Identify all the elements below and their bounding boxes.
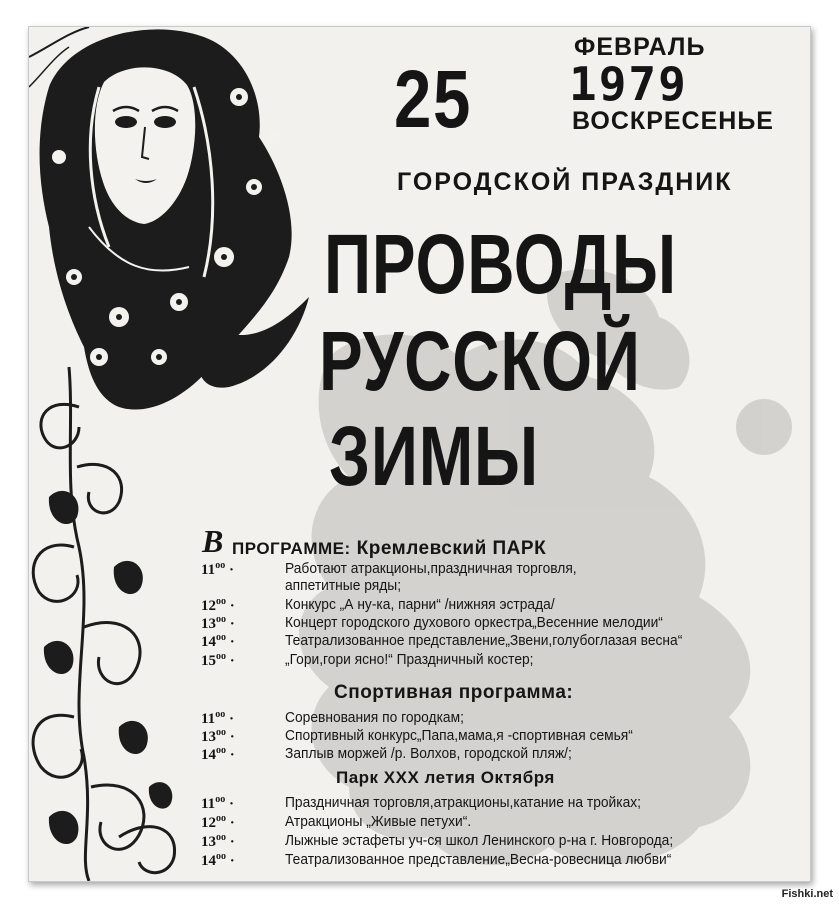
program-label: ПРОГРАММЕ: <box>232 539 351 558</box>
program-item: Заплыв моржей /р. Волхов, городской пляж/; <box>285 745 572 762</box>
program-time: $14^{оо}$ · <box>201 632 235 650</box>
program-time: $12^{оо}$ · <box>201 813 235 831</box>
program-time: $15^{оо}$ · <box>201 651 235 669</box>
program-time: $13^{оо}$ · <box>201 832 235 850</box>
poster-photo <box>28 26 811 882</box>
program-time: $11^{оо}$ · <box>201 709 234 727</box>
poster-title-line: ПРОВОДЫ <box>324 217 677 311</box>
program-time: $11^{оо}$ · <box>201 794 234 812</box>
program-item: Атракционы „Живые петухи“. <box>285 813 472 830</box>
program-item: „Гори,гори ясно!“ Праздничный костер; <box>285 651 534 668</box>
poster-day: 25 <box>394 54 473 145</box>
poster-title-line: ЗИМЫ <box>329 409 539 503</box>
program-item: Праздничная торговля,атракционы,катание на тройках; <box>285 794 641 811</box>
program-item: Работают атракционы,праздничная торговля, <box>285 560 577 577</box>
program-item: Театрализованное представление„Звени,голубоглазая весна“ <box>285 632 683 649</box>
poster-year: 1979 <box>569 57 688 111</box>
poster-month: ФЕВРАЛЬ <box>574 33 706 61</box>
program-drop-cap: В <box>202 523 224 559</box>
program-time: $14^{оо}$ · <box>201 851 235 869</box>
poster-title-line: РУССКОЙ <box>319 314 641 408</box>
program-time: $14^{оо}$ · <box>201 745 235 763</box>
program-location: Кремлевский ПАРК <box>356 538 547 559</box>
program-item: Лыжные эстафеты уч-ся школ Ленинского р-на г. Новгорода; <box>285 832 674 849</box>
sport-section-title: Спортивная программа: <box>334 682 574 703</box>
floral-ornament <box>33 367 174 881</box>
program-time: $12^{оо}$ · <box>201 596 235 614</box>
program-item: Соревнования по городкам; <box>285 709 464 726</box>
program-time: $13^{оо}$ · <box>201 614 235 632</box>
program-time: $11^{оо}$ · <box>201 560 234 578</box>
poster-weekday: ВОСКРЕСЕНЬЕ <box>572 107 774 135</box>
program-item: Театрализованное представление„Весна-ровесница любви“ <box>285 851 672 868</box>
site-watermark: Fishki.net <box>781 888 833 900</box>
program-item: аппетитные ряды; <box>285 577 402 594</box>
program-heading <box>232 538 546 560</box>
program-item: Спортивный конкурс„Папа,мама,я -спортивная семья“ <box>285 727 633 744</box>
girl-portrait-illustration <box>29 27 309 410</box>
program-item: Конкурс „А ну-ка, парни“ /нижняя эстрада/ <box>285 596 555 613</box>
park2-section-title: Парк XXX летия Октября <box>336 768 555 787</box>
program-time: $13^{оо}$ · <box>201 727 235 745</box>
poster-subtitle: ГОРОДСКОЙ ПРАЗДНИК <box>397 168 733 196</box>
program-item: Концерт городского духового оркестра„Весенние мелодии“ <box>285 614 663 631</box>
